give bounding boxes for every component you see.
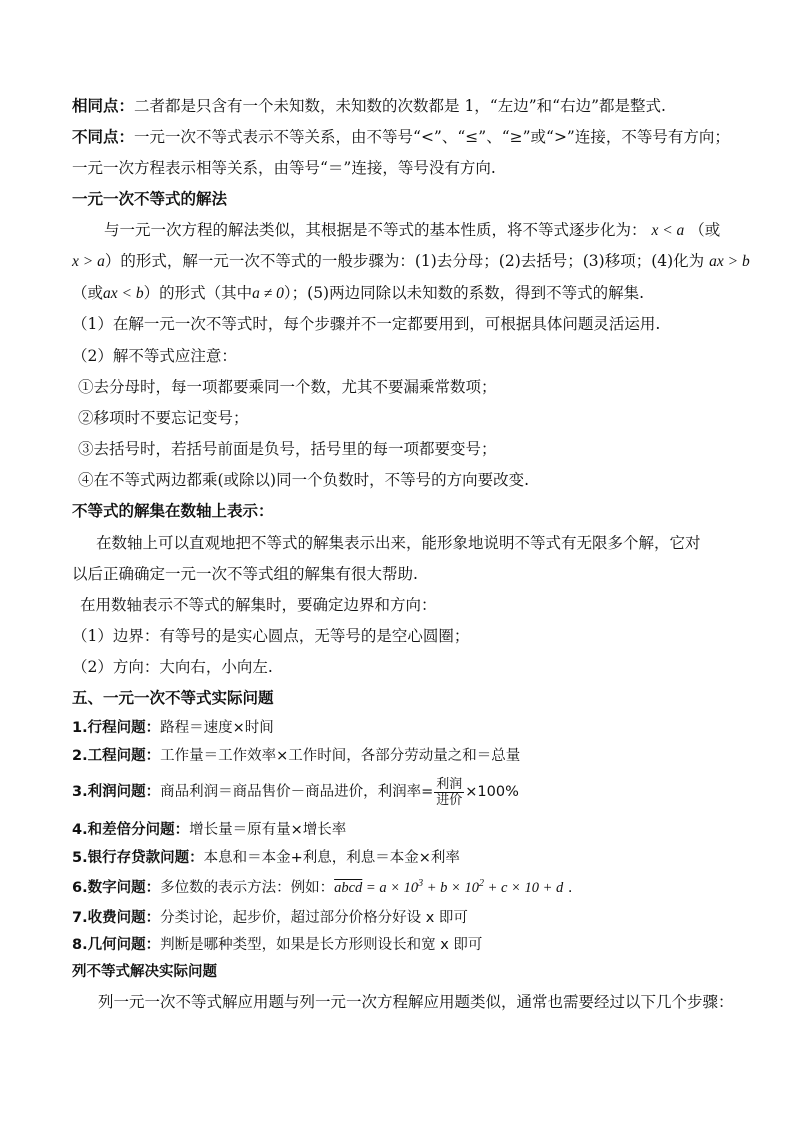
math-a-ne-0: a ≠ 0 — [252, 285, 284, 302]
diff-points-text-2: 一元一次方程表示相等关系，由等号“＝”连接，等号没有方向. — [72, 159, 496, 177]
math-ax-gt-b: ax > b — [709, 253, 750, 270]
diff-points-label: 不同点： — [72, 127, 135, 146]
number-line-paragraph-3: 在用数轴表示不等式的解集时，要确定边界和方向： — [80, 596, 437, 614]
word-problems-paragraph: 列一元一次不等式解应用题与列一元一次方程解应用题类似，通常也需要经过以下几个步骤： — [98, 993, 734, 1011]
diff-points-line-2 — [72, 158, 496, 178]
boundary-rule: （1）边界：有等号的是实心圆点，无等号的是空心圆圈； — [72, 627, 470, 645]
math-term-1: = a × 10 — [362, 880, 419, 896]
math-abcd-overline: abcd — [334, 880, 363, 896]
diff-points-line — [72, 127, 730, 147]
item-digits — [72, 878, 572, 898]
caution-2: ②移项时不要忘记变号； — [78, 409, 249, 427]
caution-1: ①去分母时，每一项都要乘同一个数，尤其不要漏乘常数项； — [78, 378, 497, 396]
math-exp-3: 3 — [418, 878, 424, 890]
item-travel-label: 1.行程问题： — [72, 720, 161, 736]
item-geometry — [72, 935, 482, 955]
same-points-line — [72, 96, 666, 116]
item-bank — [72, 848, 460, 868]
item-digits-text: 多位数的表示方法：例如： — [160, 880, 335, 896]
same-points-text: 二者都是只含有一个未知数，未知数的次数都是 1，“左边”和“右边”都是整式. — [134, 97, 666, 115]
profit-rate-tail: ×100% — [465, 784, 519, 800]
item-travel — [72, 718, 274, 738]
solving-or-open-2: （或 — [72, 284, 104, 302]
item-growth — [72, 820, 346, 840]
fraction-numerator: 利润 — [436, 776, 463, 792]
item-digits-label: 6.数字问题： — [72, 880, 161, 896]
math-x-lt-a: x < a — [651, 222, 685, 239]
item-work-label: 2.工程问题： — [72, 748, 161, 764]
caution-3: ③去括号时，若括号前面是负号，括号里的每一项都要变号； — [78, 440, 497, 458]
item-work — [72, 746, 520, 766]
solving-text-4: ）；(5)两边同除以未知数的系数，得到不等式的解集. — [283, 284, 645, 302]
section-heading-number-line: 不等式的解集在数轴上表示： — [72, 501, 274, 520]
item-work-text: 工作量＝工作效率×工作时间，各部分劳动量之和＝总量 — [160, 748, 521, 764]
math-ax-lt-b: ax < b — [103, 285, 144, 302]
number-line-paragraph-1: 在数轴上可以直观地把不等式的解集表示出来，能形象地说明不等式有无限多个解，它对 — [96, 534, 701, 552]
fraction-denominator: 进价 — [436, 792, 463, 808]
item-fees-label: 7.收费问题： — [72, 910, 161, 926]
item-geometry-label: 8.几何问题： — [72, 937, 161, 953]
item-fees — [72, 908, 468, 928]
section-heading-word-problems: 列不等式解决实际问题 — [72, 964, 217, 980]
item-growth-label: 4.和差倍分问题： — [72, 822, 190, 838]
item-bank-label: 5.银行存贷款问题： — [72, 850, 204, 866]
solving-paragraph-line-2 — [72, 251, 750, 272]
note-2: （2）解不等式应注意： — [72, 347, 237, 365]
solving-paragraph-line-1 — [104, 220, 720, 241]
direction-rule: （2）方向：大向右，小向左. — [72, 658, 273, 676]
solving-text-3: ）的形式（其中 — [143, 284, 253, 302]
item-bank-text: 本息和＝本金+利息，利息＝本金×利率 — [203, 850, 460, 866]
solving-or-open: （或 — [689, 221, 721, 239]
item-profit-label: 3.利润问题： — [72, 784, 161, 800]
item-travel-text: 路程＝速度×时间 — [160, 720, 274, 736]
item-fees-text: 分类讨论，起步价，超过部分价格分好设 x 即可 — [160, 910, 468, 926]
note-1: （1）在解一元一次不等式时，每个步骤并不一定都要用到，可根据具体问题灵活运用. — [72, 315, 661, 333]
math-term-3: + c × 10 + d — [483, 880, 564, 896]
item-profit — [72, 776, 519, 808]
item-growth-text: 增长量＝原有量×增长率 — [189, 822, 347, 838]
caution-4: ④在不等式两边都乘(或除以)同一个负数时，不等号的方向要改变. — [78, 471, 530, 489]
profit-rate-fraction — [434, 777, 464, 808]
same-points-label: 相同点： — [72, 96, 135, 115]
solving-paragraph-line-3 — [72, 283, 644, 304]
item-geometry-text: 判断是哪种类型，如果是长方形则设长和宽 x 即可 — [160, 937, 483, 953]
math-x-gt-a: x > a — [72, 253, 105, 270]
item-profit-text: 商品利润＝商品售价－商品进价，利润率= — [160, 784, 434, 800]
section-heading-solving: 一元一次不等式的解法 — [72, 189, 228, 208]
number-line-paragraph-2: 以后正确确定一元一次不等式组的解集有很大帮助. — [72, 565, 418, 583]
math-term-2: + b × 10 — [423, 880, 479, 896]
math-exp-2: 2 — [478, 878, 484, 890]
solving-text-2: ）的形式，解一元一次不等式的一般步骤为：(1)去分母；(2)去括号；(3)移项；(4)化为 — [104, 252, 705, 270]
math-end-dot: . — [563, 880, 573, 896]
solving-text-1: 与一元一次方程的解法类似，其根据是不等式的基本性质，将不等式逐步化为： — [104, 221, 647, 239]
diff-points-text: 一元一次不等式表示不等关系，由不等号“<”、“≤”、“≥”或“>”连接，不等号有方向； — [134, 128, 730, 146]
section-heading-practical: 五、一元一次不等式实际问题 — [72, 688, 274, 707]
